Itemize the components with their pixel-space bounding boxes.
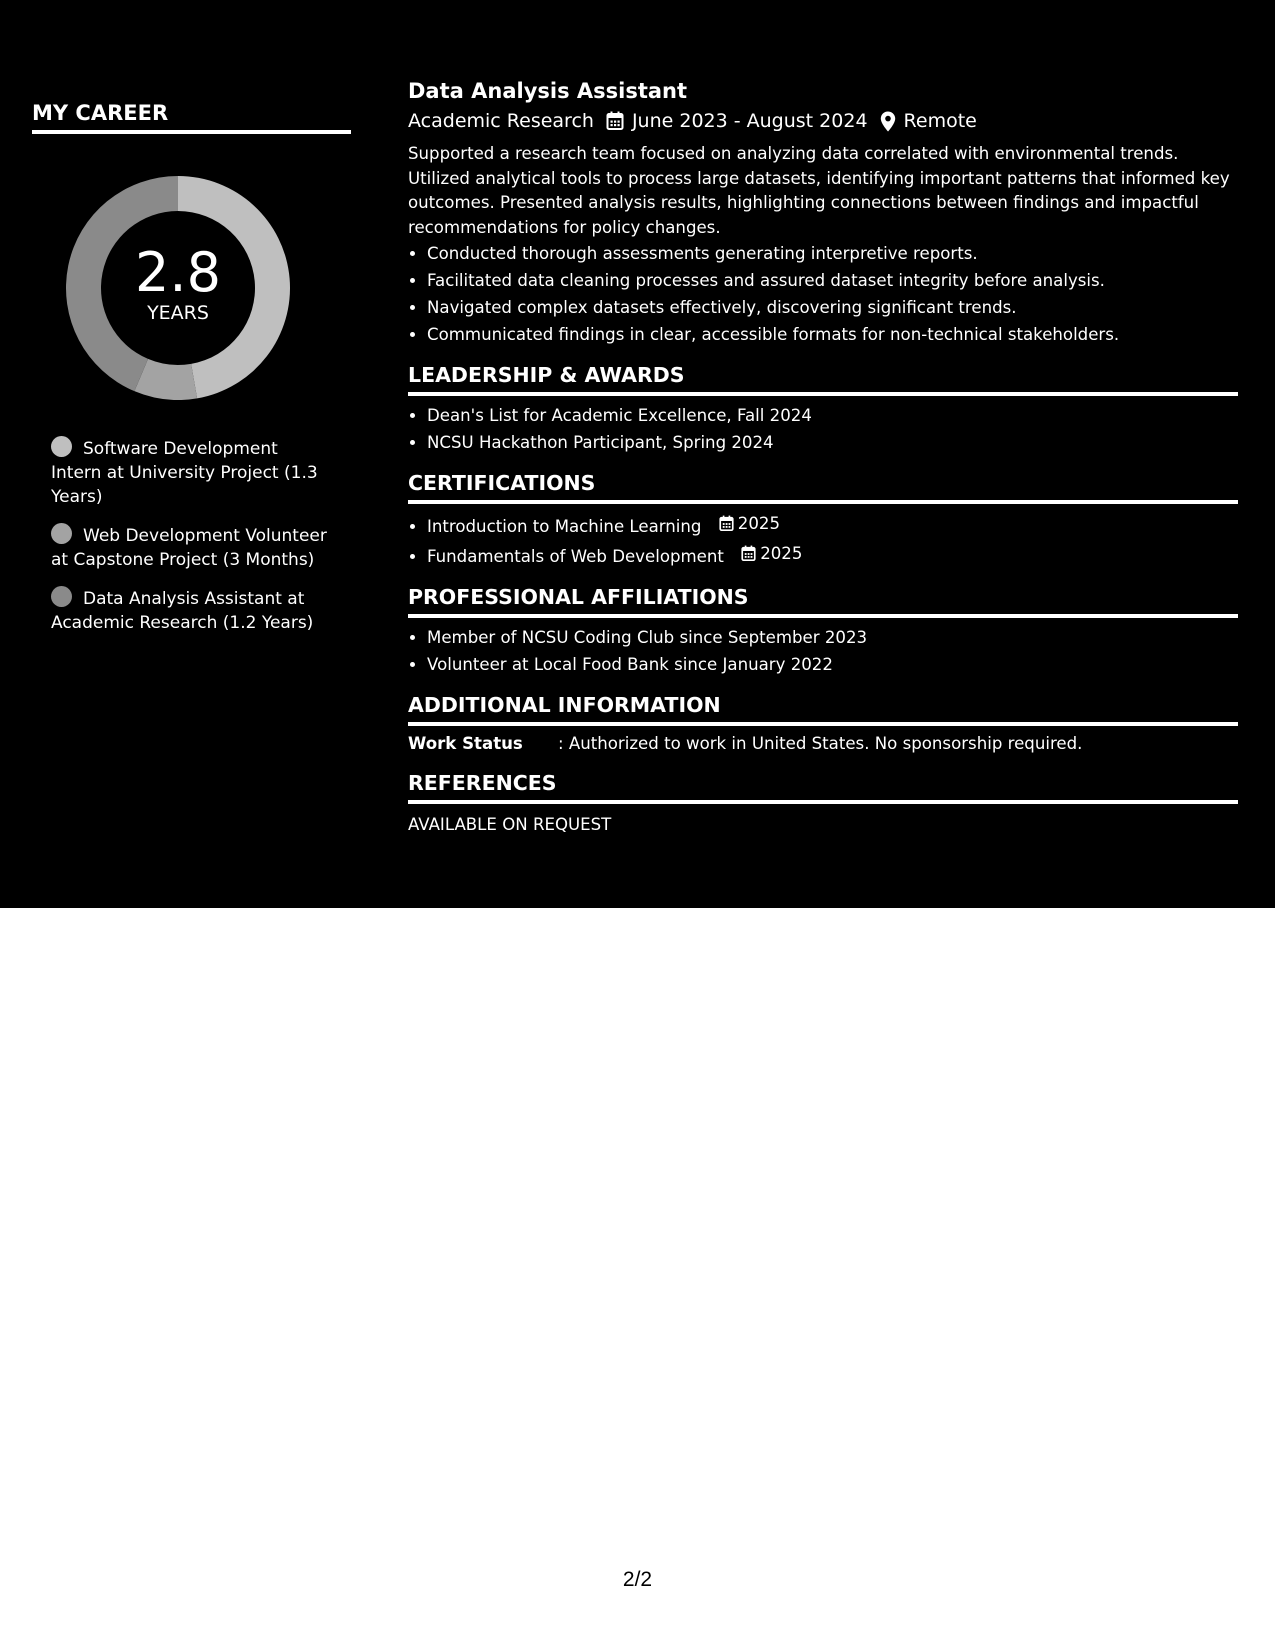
certifications-list (408, 510, 1238, 570)
experience-entry (408, 76, 1238, 348)
legend-dot (51, 523, 72, 544)
career-legend (51, 436, 331, 649)
section-rule (408, 800, 1238, 804)
calendar-icon (741, 545, 756, 562)
cert-date (741, 540, 802, 567)
section-rule (408, 392, 1238, 396)
cert-year: 2025 (737, 514, 780, 533)
legend-item (51, 436, 331, 509)
career-donut-chart (66, 176, 290, 400)
section-title: CERTIFICATIONS (408, 471, 596, 495)
job-title: Data Analysis Assistant (408, 79, 688, 103)
work-status-value: : Authorized to work in United States. No sponsorship required. (558, 734, 1083, 753)
legend-dot (51, 586, 72, 607)
list-item: • Volunteer at Local Food Bank since January 2022 (427, 651, 1238, 678)
list-item (427, 510, 1238, 540)
career-title-rule (32, 130, 351, 134)
job-bullet: • Communicated findings in clear, accessible formats for non-technical stakeholders. (427, 321, 1238, 348)
cert-name: Introduction to Machine Learning (427, 517, 702, 536)
job-bullets (408, 240, 1238, 348)
affiliations-list (408, 624, 1238, 678)
map-pin-icon (880, 111, 896, 132)
main-content (408, 76, 1238, 840)
job-bullet: • Facilitated data cleaning processes and assured dataset integrity before analysis. (427, 267, 1238, 294)
certifications-section (408, 468, 1238, 570)
section-title: REFERENCES (408, 771, 557, 795)
job-company: Academic Research (408, 110, 594, 132)
references-section (408, 768, 1238, 840)
list-item: • Dean's List for Academic Excellence, Fall 2024 (427, 402, 1238, 429)
job-meta (408, 106, 1238, 136)
references-text: AVAILABLE ON REQUEST (408, 815, 612, 834)
job-bullet: • Navigated complex datasets effectively, discovering significant trends. (427, 294, 1238, 321)
cert-name: Fundamentals of Web Development (427, 547, 724, 566)
page-number: 2/2 (622, 1568, 653, 1591)
cert-year: 2025 (760, 544, 803, 563)
job-dates: June 2023 - August 2024 (631, 110, 868, 132)
section-title: ADDITIONAL INFORMATION (408, 693, 721, 717)
leadership-list (408, 402, 1238, 456)
work-status-label: Work Status (408, 734, 523, 753)
legend-label: Data Analysis Assistant at Academic Research (1.2 Years) (51, 589, 314, 633)
career-title: MY CAREER (32, 101, 169, 125)
section-rule (408, 500, 1238, 504)
leadership-section (408, 360, 1238, 456)
section-title: PROFESSIONAL AFFILIATIONS (408, 585, 749, 609)
list-item (427, 540, 1238, 570)
additional-info-section (408, 690, 1238, 756)
list-item: • Member of NCSU Coding Club since September 2023 (427, 624, 1238, 651)
calendar-icon (719, 515, 734, 532)
career-total-value: 2.8 (135, 241, 221, 304)
career-sidebar (32, 98, 351, 633)
legend-dot (51, 436, 72, 457)
job-location: Remote (903, 110, 977, 132)
legend-item (51, 523, 331, 572)
legend-label: Web Development Volunteer at Capstone Project (3 Months) (51, 526, 327, 570)
list-item: • NCSU Hackathon Participant, Spring 2024 (427, 429, 1238, 456)
legend-label: Software Development Intern at University Project (1.3 Years) (51, 439, 318, 507)
job-description: Supported a research team focused on analyzing data correlated with environmental trends. Utilized analytical tools to process large datasets, identifying important patterns that informed key outcomes. Presented analysis results, highlighting connections between findings and impactful recommendations for policy changes. (408, 144, 1230, 237)
section-title: LEADERSHIP & AWARDS (408, 363, 685, 387)
section-rule (408, 722, 1238, 726)
job-bullet: • Conducted thorough assessments generating interpretive reports. (427, 240, 1238, 267)
career-total-unit: YEARS (147, 302, 209, 324)
legend-item (51, 586, 331, 635)
section-rule (408, 614, 1238, 618)
work-status-row (408, 732, 1238, 756)
cert-date (719, 510, 780, 537)
donut-center (66, 176, 290, 400)
affiliations-section (408, 582, 1238, 678)
calendar-icon (606, 111, 624, 131)
